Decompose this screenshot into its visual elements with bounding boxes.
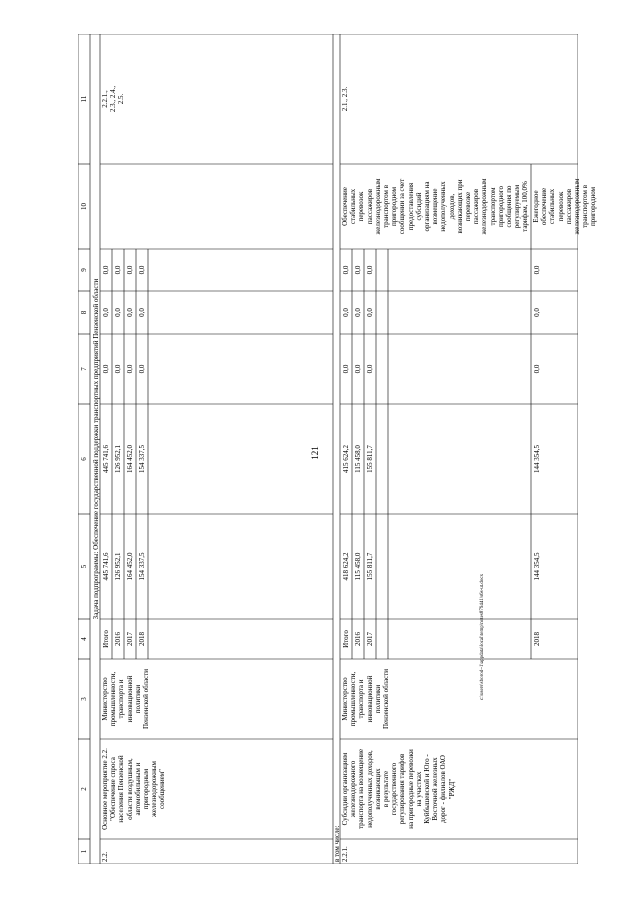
finance-regional-cell: 154 337,5 <box>138 445 146 473</box>
expected-result: Ежегодное <box>532 190 540 223</box>
expected-result: регулируемым <box>513 184 522 229</box>
measure-name: дорог - филиалов ОАО <box>439 755 448 823</box>
finance-regional-cell: 445 741,6 <box>102 445 110 473</box>
expected-result: сообщении за счет <box>398 178 407 235</box>
expected-result: доходов, <box>447 193 456 220</box>
expected-result: сообщения по <box>505 185 513 228</box>
finance-local-cell: 0,0 <box>102 308 110 317</box>
finance-federal-cell: 0,0 <box>138 364 146 374</box>
expected-result: перевозок <box>556 191 565 222</box>
finance-local-cell: 0,0 <box>342 308 350 317</box>
measure-name: сообщением" <box>158 768 167 810</box>
year-cell: 2018 <box>533 632 541 646</box>
finance-other-cell: 0,0 <box>126 265 134 275</box>
finance-federal-cell: 0,0 <box>533 364 541 374</box>
finance-total-cell: 144 354,5 <box>533 552 541 581</box>
measure-name: Субсидии организациям <box>341 752 349 826</box>
finance-other-cell: 0,0 <box>366 265 374 275</box>
expected-result: обеспечение <box>540 187 549 226</box>
column-number: 10 <box>80 203 88 210</box>
executor-name: инновационной <box>365 675 374 723</box>
column-number: 11 <box>80 95 88 103</box>
measure-name: транспорта на возмещение <box>357 749 366 829</box>
indicator-codes: 2.2.1., <box>101 90 109 108</box>
expected-result: транспортом <box>488 187 497 226</box>
measure-name: железнодорожным <box>150 761 159 817</box>
finance-regional-cell: 115 458,0 <box>354 445 362 473</box>
finance-federal-cell: 0,0 <box>102 364 110 374</box>
indicator-codes: 2.1., 2.3. <box>341 86 349 112</box>
executor-name: промышленности, <box>109 671 118 727</box>
finance-regional-cell: 415 624,2 <box>342 445 350 473</box>
finance-total-cell: 154 337,5 <box>138 552 146 581</box>
measure-name: "РЖД" <box>447 778 456 800</box>
year-cell: 2017 <box>126 632 134 646</box>
finance-regional-cell: 164 452,0 <box>126 445 134 473</box>
expected-result: субсидий <box>414 192 423 221</box>
finance-total-cell: 418 624,2 <box>342 552 350 581</box>
rotated-table <box>78 34 598 864</box>
expected-result: железнодорожным <box>573 178 581 235</box>
expected-result: пассажиров <box>564 188 573 225</box>
expected-result: пригородном <box>589 186 598 227</box>
expected-result: стабильных <box>548 188 557 225</box>
in-total-label: в том числе: <box>333 825 341 862</box>
finance-total-cell: 445 741,6 <box>102 552 110 581</box>
expected-result: железнодорожным <box>373 178 382 235</box>
finance-regional-cell: 155 811,7 <box>366 445 374 473</box>
year-cell: 2016 <box>354 632 362 646</box>
finance-federal-cell: 0,0 <box>366 364 374 374</box>
executor-name: Министерство <box>101 677 109 721</box>
executor-name: Пензенской области <box>382 668 390 730</box>
measure-name: в результате <box>382 770 390 808</box>
executor-name: политики <box>373 684 382 714</box>
expected-result: тарифам, 100,0% <box>521 181 530 232</box>
column-number: 1 <box>80 849 88 854</box>
expected-result: транспортом в <box>382 184 390 229</box>
column-number: 2 <box>80 787 88 791</box>
finance-total-cell: 164 452,0 <box>126 552 134 581</box>
expected-result: Обеспечение <box>341 187 349 226</box>
measure-name: на пригородные перевозки <box>406 749 415 829</box>
finance-federal-cell: 0,0 <box>342 364 350 374</box>
measure-name: недополученных доходов, <box>365 750 374 828</box>
executor-name: промышленности, <box>349 671 358 727</box>
indicator-codes: 2.3., 2.4., <box>109 85 118 113</box>
finance-local-cell: 0,0 <box>114 308 122 317</box>
measure-name: регулирования тарифов <box>398 753 407 825</box>
column-number: 3 <box>80 697 88 701</box>
finance-local-cell: 0,0 <box>138 308 146 317</box>
row-number: 2.2. <box>101 851 109 862</box>
expected-result: железнодорожным <box>480 178 489 235</box>
finance-local-cell: 0,0 <box>366 308 374 317</box>
column-number: 8 <box>80 310 88 315</box>
measure-name: государственного <box>390 762 399 816</box>
measure-name: пригородным <box>142 768 150 810</box>
column-number: 5 <box>80 564 88 569</box>
finance-other-cell: 0,0 <box>102 265 110 275</box>
executor-name: транспорта и <box>357 679 366 719</box>
finance-regional-cell: 144 354,5 <box>533 445 541 473</box>
expected-result: возмещение <box>431 188 440 225</box>
measure-name: Основное мероприятие 2.2. <box>101 748 109 830</box>
finance-federal-cell: 0,0 <box>126 364 134 374</box>
year-cell: Итого <box>342 630 350 648</box>
year-cell: 2017 <box>366 632 374 646</box>
expected-result: недополученных <box>439 181 448 232</box>
executor-name: политики <box>133 684 142 714</box>
expected-result: предоставления <box>406 182 415 231</box>
row-number: 2.2.1. <box>341 846 349 862</box>
expected-result: стабильных <box>349 188 358 225</box>
executor-name: Министерство <box>341 677 349 721</box>
column-number: 9 <box>80 268 88 272</box>
column-number: 6 <box>80 457 88 461</box>
expected-result: возникающих при <box>455 179 464 234</box>
measure-name: Куйбышевской и Юго - <box>423 754 431 824</box>
expected-result: пассажиров <box>472 188 481 225</box>
finance-total-cell: 126 952,1 <box>114 552 122 581</box>
measure-name: "Обеспечение спроса <box>109 757 118 821</box>
measure-name: Восточной железных <box>431 757 440 821</box>
footer-file-path: c:\users\sborod~1\appdata\local\temp\notes879441\s6s-ut.docx <box>480 573 485 700</box>
finance-federal-cell: 0,0 <box>354 364 362 374</box>
expected-result: пригородном <box>390 186 399 227</box>
measure-name: автомобильным и <box>133 762 142 816</box>
expected-result: перевозке <box>464 191 472 222</box>
year-cell: Итого <box>102 630 110 648</box>
year-cell: 2018 <box>138 632 146 646</box>
finance-local-cell: 0,0 <box>533 308 541 317</box>
measure-name: возникающих <box>373 768 382 810</box>
finance-total-cell: 115 458,0 <box>354 552 362 581</box>
executor-name: Пензенской области <box>142 668 150 730</box>
executor-name: транспорта и <box>117 679 126 719</box>
finance-total-cell: 155 811,7 <box>366 552 374 581</box>
year-cell: 2016 <box>114 632 122 646</box>
measure-name: на участках <box>414 771 423 807</box>
expected-result: пассажиров <box>365 188 374 225</box>
finance-other-cell: 0,0 <box>533 265 541 275</box>
task-header: Задача подпрограммы: Обеспечение государственной поддержки транспортных предприятий Пензенской области <box>92 278 100 620</box>
column-number: 7 <box>80 367 88 371</box>
expected-result: перевозок <box>357 191 366 222</box>
measure-name: железнодорожного <box>349 760 358 818</box>
finance-other-cell: 0,0 <box>342 265 350 275</box>
expected-result: организациям на <box>423 181 431 232</box>
measure-name: области воздушным, <box>125 758 134 820</box>
measure-name: населения Пензенской <box>117 755 126 823</box>
expected-result: пригородного <box>496 186 505 227</box>
finance-other-cell: 0,0 <box>138 265 146 275</box>
expected-result: транспортом в <box>581 184 590 229</box>
finance-other-cell: 0,0 <box>114 265 122 275</box>
finance-local-cell: 0,0 <box>126 308 134 317</box>
column-number: 4 <box>80 637 88 641</box>
finance-federal-cell: 0,0 <box>114 364 122 374</box>
finance-regional-cell: 126 952,1 <box>114 445 122 473</box>
finance-other-cell: 0,0 <box>354 265 362 275</box>
indicator-codes: 2.5. <box>117 93 126 105</box>
finance-local-cell: 0,0 <box>354 308 362 317</box>
executor-name: инновационной <box>125 675 134 723</box>
page-number: 121 <box>309 446 320 460</box>
